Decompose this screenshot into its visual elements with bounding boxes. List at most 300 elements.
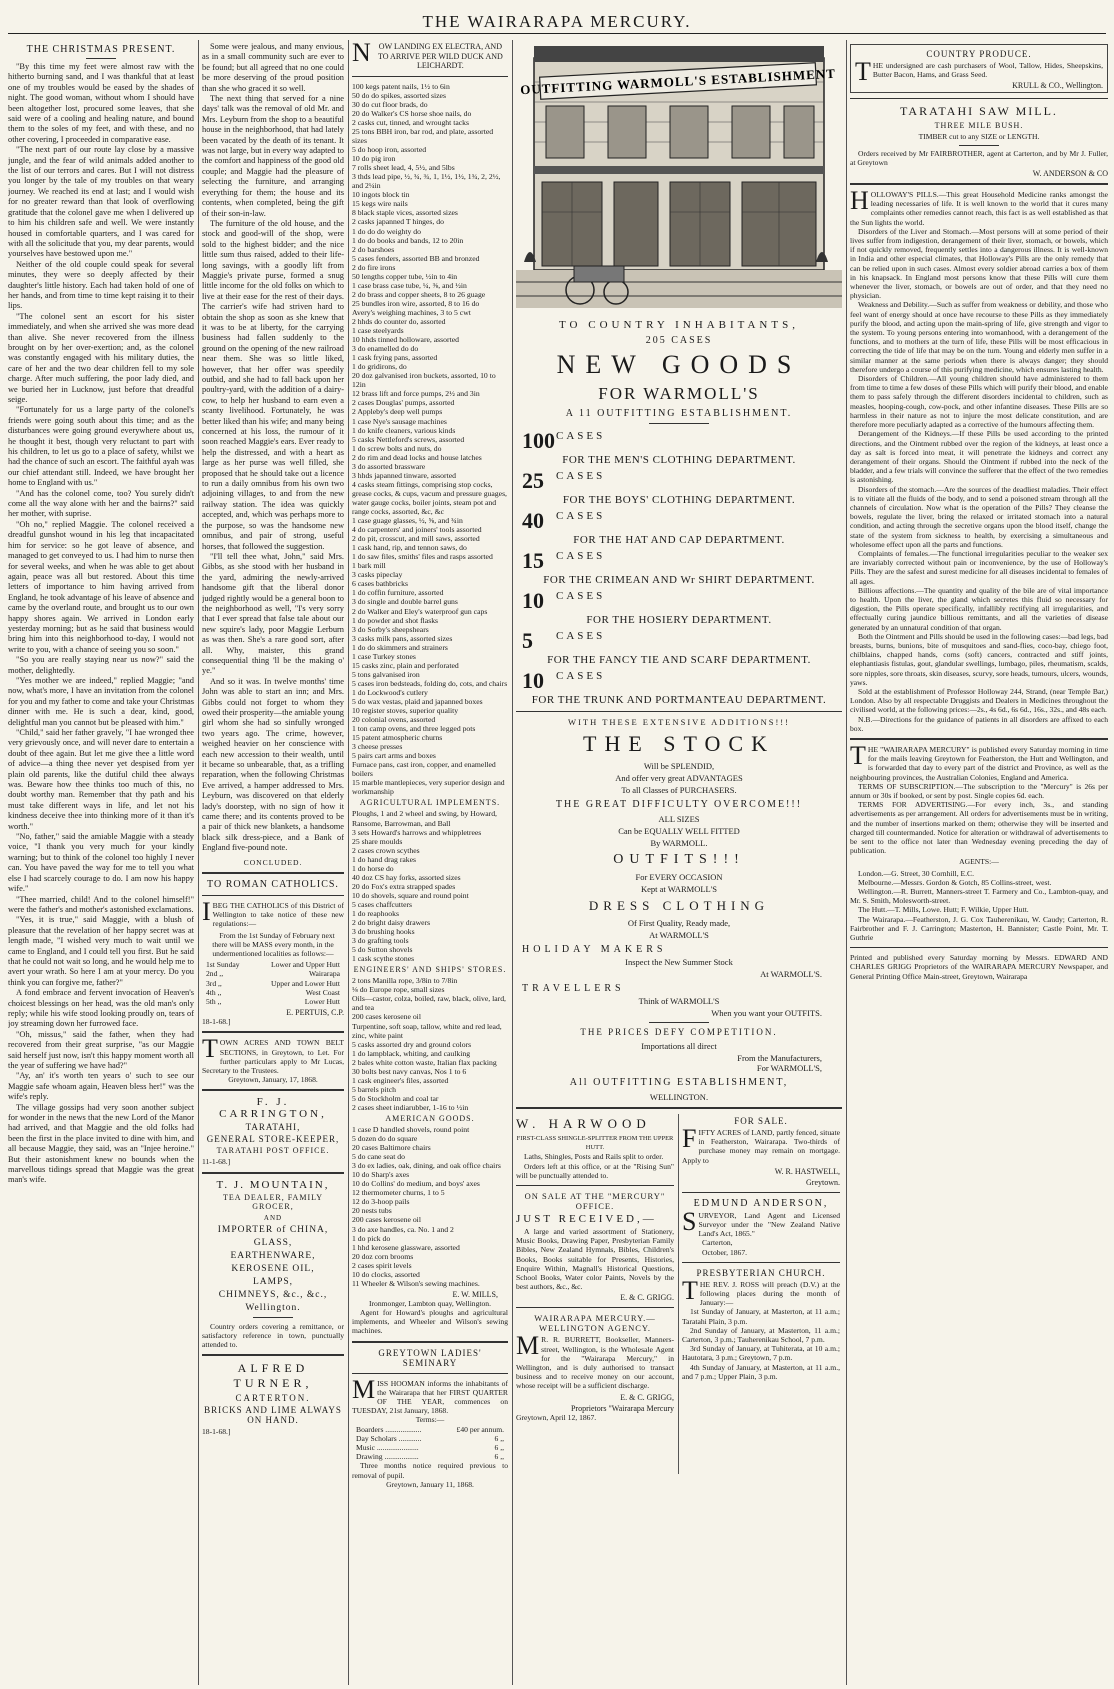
- story-heading: THE CHRISTMAS PRESENT.: [26, 44, 176, 55]
- hardware-item: 50 lengths copper tube, ½in to 4in: [352, 271, 458, 281]
- hardware-item: 25 bundles iron wire, assorted, 8 to 16 do: [352, 298, 480, 308]
- sale-title: FOR SALE.: [734, 1116, 788, 1126]
- column-divider: [846, 40, 847, 1685]
- divider: [850, 947, 1108, 948]
- anderson-date: October, 1867.: [702, 1247, 748, 1257]
- harwood-sub: FIRST-CLASS SHINGLE-SPLITTER FROM THE UPPER HUTT.: [516, 1135, 674, 1152]
- department-name: FOR THE TRUNK AND PORTMANTEAU DEPARTMENT.: [531, 694, 827, 706]
- agri-item: 25 share moulds: [352, 836, 403, 846]
- hardware-item: 2 casks japanned T hinges, do: [352, 217, 444, 227]
- holloway-paragraph: Weakness and Debility.—Such as suffer from weakness or debility, and those who feel want of energy should at once have recourse to these Pills as they immediately purify the blood, and acting upon the main-spring of life, give strength and vigor to the system. To young persons entering into womanhood, with a derangement of the functions, and to mothers at the turn of life, these Pills will be most efficacious in correcting the tide of life that may be on the turn. Young and elderly men suffer in a similar manner at the same periods when there is always danger; they should therefore undergo a course of this purifying medicine, which ensures lasting health.: [850, 300, 1108, 374]
- hardware-item: 5 do hoop iron, assorted: [352, 145, 427, 155]
- divider: [649, 423, 709, 424]
- mountain-line: IMPORTER of CHINA,: [217, 1224, 329, 1235]
- hardware-item: 15 casks zinc, plain and perforated: [352, 660, 459, 670]
- american-item: 3 do axe handles, ca. No. 1 and 2: [352, 1224, 454, 1234]
- ad-prices: THE PRICES DEFY COMPETITION.: [580, 1027, 778, 1037]
- agri-item: 20 do Fox's extra strapped spades: [352, 881, 456, 891]
- hardware-item: 8 black staple vices, assorted sizes: [352, 208, 458, 218]
- story-paragraph: The next thing that served for a nine days' talk was the removal of old Mr. and Mrs. Leyburn from the shop to a beautiful house in the neighborhood, that had lately been vacated by the death of its tenant. It was not large, but in every way adapted to the comfort and happiness of the good old couple; and Maggie had the pleasure of selecting the furniture, and arranging everything for them; the house and its contents, when completed, being the gift of their son-in-law.: [202, 94, 344, 218]
- ad-outfits: OUTFITS!!!: [613, 852, 745, 867]
- mass-row: [202, 969, 344, 978]
- office-signature: E. & C. GRIGG.: [620, 1293, 674, 1303]
- ad-title-cases: 205 CASES: [645, 335, 713, 346]
- mass-row: [202, 988, 344, 997]
- carrington-office: TARATAHI POST OFFICE.: [216, 1146, 330, 1156]
- hardware-item: 1 case Turkey stones: [352, 651, 416, 661]
- mass-sunday: 5th ,,: [206, 996, 222, 1006]
- ad-outfitting: A 11 OUTFITTING ESTABLISHMENT.: [565, 408, 793, 419]
- ad-dress-clothing: DRESS CLOTHING: [588, 898, 770, 913]
- story-paragraph: "So you are really staying near us now?" said the mother, delightedly.: [8, 655, 194, 675]
- divider: [202, 1031, 344, 1033]
- fee-row: [352, 1452, 508, 1461]
- ad-additions: WITH THESE EXTENSIVE ADDITIONS!!!: [568, 717, 790, 727]
- holloway-paragraph: Derangement of the Kidneys.—If these Pills be used according to the printed directions, and the Ointment rubbed over the region of the kidneys, at least once a day as salt is forced into meat, it will penetrate the kidneys and correct any derangement of their organs. Should the Ointment if rubbed into the neck of the bladder, and a few trials will convince the sufferer that the effect of the two remedies is astonishing.: [850, 429, 1108, 485]
- ad-travellers: TRAVELLERS: [522, 983, 625, 994]
- concluded-label: CONCLUDED.: [243, 857, 303, 867]
- cases-count: 25: [522, 468, 544, 493]
- hardware-item: 5 casks Nettleford's screws, assorted: [352, 434, 465, 444]
- turner-line: BRICKS AND LIME ALWAYS ON HAND.: [204, 1405, 342, 1426]
- hardware-item: 3 casks milk pans, assorted sizes: [352, 633, 453, 643]
- agri-item: 1 do horse do: [352, 863, 394, 873]
- mass-location: Lower Hutt: [304, 996, 340, 1006]
- hardware-item: 100 kegs patent nails, 1½ to 6in: [352, 81, 450, 91]
- column-two: [202, 42, 344, 1436]
- american-item: 1 do pick do: [352, 1233, 391, 1243]
- column-divider: [198, 40, 199, 1685]
- hardware-item: 2 Appleby's deep well pumps: [352, 407, 443, 417]
- department-row: [516, 508, 842, 534]
- agri-item: 3 do brushing hooks: [352, 927, 415, 937]
- agri-item: 2 cases crown scythes: [352, 845, 420, 855]
- mass-row: [202, 979, 344, 988]
- seminary-body: MISS HOOMAN informs the inhabitants of the Wairarapa that her FIRST QUARTER OF THE YEAR, commences on TUESDAY, 21st January, 1868.: [352, 1374, 508, 1416]
- hardware-item: 20 do Walker's CS horse shoe nails, do: [352, 108, 472, 118]
- department-name: FOR THE HOSIERY DEPARTMENT.: [586, 614, 772, 626]
- sale-body: FIFTY ACRES of LAND, partly fenced, situate in Featherston, Wairarapa. Two-thirds of purchase money may remain on mortgage. Apply to: [682, 1124, 840, 1165]
- turner-place: CARTERTON.: [235, 1393, 311, 1404]
- hardware-item: 5 do wax vestas, plaid and japanned boxes: [352, 696, 483, 706]
- engineers-item: 200 cases kerosene oil: [352, 1012, 421, 1022]
- church-line: 4th Sunday of January, at Masterton, at 11 a.m., and 7 p.m.; Upper Plain, 3 p.m.: [682, 1362, 840, 1381]
- engineers-title: ENGINEERS' AND SHIPS' STORES.: [353, 965, 507, 975]
- hardware-item: 1 do do do weighty do: [352, 226, 421, 236]
- church-schedule: [682, 1307, 840, 1381]
- church-line: 2nd Sunday of January, at Masterton, 11 a.m.; Carterton, 3 p.m.; Tauherenikau School, 7 p.m.: [682, 1325, 840, 1345]
- divider: [516, 1107, 842, 1109]
- hardware-item: 1 do screw bolts and nuts, do: [352, 443, 442, 453]
- column-divider: [512, 40, 513, 1685]
- american-list: [352, 1125, 508, 1288]
- engineers-item: 5 do Stockholm and coal tar: [352, 1093, 439, 1103]
- masthead: [0, 0, 1114, 36]
- cases-count: 10: [522, 668, 544, 693]
- story-paragraph: "Yes mother we are indeed," replied Maggie; "and now, what's more, I have an invitation from the colonel for you and my father to come and take your Christmas dinner with me. He is such a dear, kind, good, delightful man you cannot but be pleased with him.": [8, 675, 194, 727]
- sale-signature: W. R. HASTWELL,: [774, 1166, 840, 1176]
- ad-classes: To all Classes of PURCHASERS.: [621, 785, 737, 795]
- hardware-item: 2 do brass and copper sheets, 8 to 26 guage: [352, 289, 486, 299]
- mountain-line: LAMPS,: [252, 1276, 294, 1287]
- mercury-paragraph: THE "WAIRARAPA MERCURY" is published every Saturday morning in time for the mails leaving Greytown for Featherston, the Hutt and Wellington, and is forwarded that day to every part of the district and Province, as well as the neighbouring provinces, the Australian Colonies, England and America.: [850, 741, 1108, 782]
- agri-item: 40 doz CS hay forks, assorted sizes: [352, 872, 461, 882]
- divider: [682, 1192, 840, 1193]
- hardware-item: 1 do powder and shot flasks: [352, 615, 439, 625]
- department-row: [516, 588, 842, 614]
- agri-list: [352, 809, 508, 963]
- column-divider: [678, 1114, 679, 1474]
- department-row: [516, 548, 842, 574]
- mountain-line: EARTHENWARE,: [230, 1250, 316, 1261]
- divider: [352, 1373, 508, 1374]
- agri-title: AGRICULTURAL IMPLEMENTS.: [359, 798, 501, 808]
- hardware-item: 15 kegs wire nails: [352, 199, 408, 209]
- divider: [202, 1089, 344, 1091]
- mountain-trade: TEA DEALER, FAMILY GROCER,: [223, 1192, 323, 1211]
- hardware-item: 4 casks steam fittings, comprising stop cocks, grease cocks, & cups, vacum and pressure guages, water gauge cocks, boiler joints, steam pot and range cocks, assorted, &c, &c: [352, 479, 507, 516]
- american-item: 20 doz corn brooms: [352, 1251, 414, 1261]
- bottom-ads-right: [682, 1114, 840, 1381]
- catholics-signature: E. PERTUIS, C.P.: [286, 1008, 344, 1018]
- fee-amount: 6 ,,: [494, 1452, 504, 1462]
- catholics-date: 18-1-68.]: [202, 1017, 231, 1027]
- story-paragraph: "By this time my feet were almost raw with the hitherto burning sand, and I was thankful that at least one of my troubles would be eased by the shades of night. The good woman, without whom I should have been altogether lost, procured some leaves, that she said were of a cooling and healing nature, and bound them to the soles of my feet, and with these, and no other covering, I proceeded in comparative ease.: [8, 62, 194, 144]
- hardware-item: 1 case steelyards: [352, 326, 404, 336]
- hardware-item: 2 hhds do counter do, assorted: [352, 317, 446, 326]
- story-paragraph: A fond embrace and fervent invocation of Heaven's choicest blessings on her head, was the old man's only reply; while his wife stood looking proudly on, tears of joy streaming down her furrowed face.: [8, 988, 194, 1029]
- bottom-ads: [516, 1114, 842, 1474]
- engineers-item: 1 do lampblack, whiting, and caulking: [352, 1048, 471, 1058]
- holloway-paragraph: Disorders of the Liver and Stomach.—Most persons will at some period of their lives suffer from indigestion, derangement of their liver, stomach, or bowels, which if not quickly removed, frequently settles into a dangerous illness. It is well-known in India and other especial climates, that Holloway's Pills are the only remedy that can be relied upon in such cases. Almost every soldier abroad carries a box of them in his knapsack. In England most persons know that these Pills will cure them whenever the liver, stomach, or bowels are out of order, and that they need no physician.: [850, 226, 1108, 301]
- story-continuation: [202, 42, 344, 854]
- mass-sunday: 2nd ,,: [206, 969, 224, 979]
- american-item: 1 hhd kerosene glassware, assorted: [352, 1242, 460, 1252]
- ad-difficulty: THE GREAT DIFFICULTY OVERCOME!!!: [555, 799, 803, 810]
- story-paragraph: "Thee married, child! And to the colonel himself!" were the father's and mother's astonished exclamations.: [8, 894, 194, 914]
- mass-sunday: 3rd ,,: [206, 978, 222, 988]
- mercury-paragraph: TERMS FOR ADVERTISING.—For every inch, 3s., and standing advertisements as per arrangement. All orders for advertisements must be in writing, and the number of insertions marked on them; otherwise they will be inserted and charged till countermanded. Notice for alteration or withdrawal of advertisements to be sent to the office not later than Wednesday evening preceding the day of publication.: [850, 800, 1108, 856]
- agri-item: 3 do grafting tools: [352, 936, 409, 946]
- produce-signature: KRULL & CO., Wellington.: [1012, 81, 1103, 91]
- hardware-item: 1 case Nye's sausage machines: [352, 416, 447, 426]
- american-item: 5 dozen do do square: [352, 1134, 418, 1144]
- holloway-paragraph: HOLLOWAY'S PILLS.—This great Household Medicine ranks amongst the leading necessaries of life. It is well known to the world that it cures many complaints other remedies cannot reach, this fact is as well established as that the Sun lights the world.: [850, 186, 1108, 227]
- ad-sizes: ALL SIZES: [658, 814, 700, 824]
- produce-body: THE undersigned are cash purchasers of Wool, Tallow, Hides, Sheepskins, Butter Bacon, Hams, and Grass Seed.: [855, 57, 1103, 86]
- ad-splendid: Will be SPLENDID,: [643, 761, 715, 771]
- agency-signature: E. & C. GRIGG,: [620, 1392, 674, 1402]
- engineers-item: Turpentine, soft soap, tallow, white and red lead, zinc, white paint: [352, 1021, 502, 1040]
- mills-signature: E. W. MILLS,: [452, 1289, 498, 1299]
- agent-entry: Wellington.—R. Burrett, Manners-street T. Farmery and Co., Lambton-quay, and Mr. S. Smith, Molesworth-street.: [850, 887, 1108, 906]
- mass-location: Upper and Lower Hutt: [271, 978, 340, 988]
- hardware-item: 3 thds lead pipe, ½, ¾, ¾, 1, 1½, 1½, 1¾, 2, 2½, and 2¼in: [352, 172, 501, 191]
- holloway-ad: [850, 186, 1108, 733]
- ad-title-country: TO COUNTRY INHABITANTS,: [559, 319, 799, 331]
- church-line: 3rd Sunday of January, at Tuhiterata, at 10 a.m.; Hautotara, 3 p.m.; Greytown, 7 p.m.: [682, 1344, 840, 1363]
- hardware-item: 10 do pig iron: [352, 154, 396, 164]
- ad-kept: Kept at WARMOLL'S: [641, 884, 717, 894]
- ad-wellington: WELLINGTON.: [649, 1092, 709, 1102]
- story-paragraph: "Yes, it is true," said Maggie, with a blush of pleasure that the revelation of her happy secret was at length made, "I wished very much to wait until we came to England, and I could tell you first. But he said that he could not wait so long, and he would help me to avert your wrath. So here I am at your mercy. Do you think you can forgive me, father?": [8, 915, 194, 987]
- hardware-item: 1 do Lockwood's cutlery: [352, 687, 428, 697]
- divider: [202, 1172, 344, 1174]
- hardware-item: 2 cases Douglas' pumps, assorted: [352, 398, 455, 408]
- landing-header: NOW LANDING EX ELECTRA, AND TO ARRIVE PER WILD DUCK AND LEICHARDT.: [352, 42, 503, 71]
- sawmill-orders: Orders received by Mr FAIRBROTHER, agent at Carterton, and by Mr J. Fuller, at Greytown: [850, 148, 1108, 167]
- hardware-item: 2 casks cut, tinned, and wrought tacks: [352, 117, 469, 127]
- hardware-item: 30 do cut floor brads, do: [352, 99, 428, 109]
- divider: [516, 711, 842, 712]
- office-received: JUST RECEIVED,—: [516, 1213, 657, 1226]
- hardware-item: 2 do fire irons: [352, 262, 396, 272]
- cases-label: CASES: [556, 630, 606, 642]
- fee-amount: 6 ,,: [494, 1443, 504, 1453]
- american-item: 10 do Collins' do medium, and boys' axes: [352, 1179, 480, 1189]
- department-name: FOR THE FANCY TIE AND SCARF DEPARTMENT.: [547, 654, 811, 666]
- hardware-item: 5 cases fenders, assorted BB and bronzed: [352, 253, 480, 263]
- mass-row: [202, 960, 344, 969]
- holloway-paragraph: Disorders of the stomach.—Are the sources of the deadliest maladies. Their effect is to vitiate all the fluids of the body, and to send a poisoned stream through all the channels of circulation. Now what is the operation of the Pills? They cleanse the bowels, regulate the liver, bring the relaxed or irritated stomach into a natural condition, and acting through the secretive organs upon the blood itself, change the state of the system from sickness to health, by exercising a simultaneous and wholesome effect upon all the parts and functions.: [850, 484, 1108, 549]
- holloway-paragraph: Complaints of females.—The functional irregularities peculiar to the weaker sex are invariably corrected without pain or inconvenience, by the use of Holloway's Pills. They are the safest and surest medicine for all diseases incidental to females of all ages.: [850, 548, 1108, 586]
- ad-at: At WARMOLL'S: [649, 930, 709, 940]
- mountain-lines: [202, 1214, 344, 1313]
- hardware-item: 5 cases iron bedsteads, folding do, cots, and chairs: [352, 678, 508, 688]
- engineers-item: Oils—castor, colza, boiled, raw, black, olive, lard, and tea: [352, 994, 506, 1013]
- mass-row: [202, 997, 344, 1006]
- produce-title: COUNTRY PRODUCE.: [926, 49, 1032, 59]
- mass-location: Lower and Upper Hutt: [271, 960, 340, 970]
- story-paragraph: "Fortunately for us a large party of the colonel's friends were going south about this time; and as the disturbances were going ground everywhere about us, he thought it best, though very reluctant to part with his children, to let us go to a place of safety, whilst we had the chance of such an escort. The faithful ayah was our chief attendant still. Indeed, we have brought her home to England with us.": [8, 405, 194, 488]
- hardware-item: 3 cheese presses: [352, 742, 403, 752]
- holloway-paragraph: Billious affections.—The quantity and quality of the bile are of vital importance to health. Upon the liver, the gland which secretes this fluid so necessary for digestion, the Pills operate specifically, infallibly rectifying all irregularities, and effectually curing jaundice billious remittants, and all the varieties of disease generated by an unnatural condition of that organ.: [850, 585, 1108, 632]
- hardware-item: 1 do knife cleaners, various kinds: [352, 425, 456, 435]
- agri-item: 3 sets Howard's harrows and whippletrees: [352, 827, 482, 837]
- divider: [202, 895, 344, 896]
- ad-forw: For WARMOLL'S,: [756, 1063, 822, 1073]
- mountain-line: Wellington.: [245, 1302, 301, 1313]
- turner-ad: [202, 1361, 344, 1436]
- engineers-item: 30 bolts best navy canvas, Nos 1 to 6: [352, 1066, 467, 1076]
- cases-count: 40: [522, 508, 544, 533]
- ad-think: Think of WARMOLL'S: [638, 996, 720, 1006]
- hardware-item: 10 register stoves, superior quality: [352, 706, 459, 716]
- american-item: 2 cases spirit levels: [352, 1260, 412, 1270]
- hardware-item: 10 ingots block tin: [352, 190, 410, 200]
- hardware-item: 1 case brass case tube, ¼, ⅜, and ½in: [352, 280, 467, 290]
- ad-advantages: And offer very great ADVANTAGES: [615, 773, 743, 783]
- ad-by: By WARMOLL.: [650, 838, 708, 848]
- hardware-item: 3 do Sorby's sheepshears: [352, 624, 429, 634]
- holloway-paragraph: N.B.—Directions for the guidance of patients in all disorders are affixed to each box.: [850, 714, 1108, 733]
- sawmill-body: TIMBER cut to any SIZE or LENGTH.: [918, 132, 1040, 142]
- building-sign-text: OUTFITTING WARMOLL'S ESTABLISHMENT: [519, 65, 837, 98]
- story-paragraph: "The next part of our route lay close by a massive jungle, and the fear of wild animals added another to the list of our terrors and cares. But I will not distress you longer by the tale of my troubles on that weary journey. We reached its end at last; and I would wish for no greater reward than that look of overflowing gratitude that the colonel gave me when I delivered up to him his children safe and well. We were instantly housed in comfortable quarters, and I was cared for with all the solicitude that you, my dear parents, would yourselves have bestowed upon me.": [8, 145, 194, 259]
- hardware-item: 6 cases bathbricks: [352, 579, 408, 589]
- hardware-item: Furnace pans, cast iron, copper, and enamelled boilers: [352, 760, 496, 779]
- agency-title: WAIRARAPA MERCURY.—WELLINGTON AGENCY.: [534, 1313, 656, 1334]
- hardware-item: 1 do do skimmers and strainers: [352, 642, 448, 652]
- agent-entry: The Hutt.—T. Mills, Lowe. Hutt; F. Wilkie, Upper Hutt.: [858, 905, 1029, 915]
- ad-inspect: Inspect the New Summer Stock: [625, 957, 733, 967]
- carrington-place: TARATAHI,: [245, 1122, 301, 1133]
- divider: [649, 1022, 709, 1023]
- agri-item: 1 do hand drag rakes: [352, 854, 417, 864]
- hardware-item: 3 hhds japanned tinware, assorted: [352, 470, 456, 480]
- hardware-item: 12 brass lift and force pumps, 2½ and 3in: [352, 389, 480, 399]
- ad-for-warmoll: FOR WARMOLL'S: [598, 384, 760, 403]
- department-name: FOR THE BOYS' CLOTHING DEPARTMENT.: [562, 494, 796, 506]
- fee-row: [352, 1425, 508, 1434]
- mass-sunday: 4th ,,: [206, 987, 222, 997]
- hardware-item: 2 do barshoes: [352, 244, 395, 254]
- american-item: 12 thermometer churns, 1 to 5: [352, 1188, 445, 1198]
- carrington-name: F. J. CARRINGTON,: [219, 1096, 327, 1121]
- hardware-item: 1 ton camp ovens, and three legged pots: [352, 724, 476, 734]
- catholics-notice: [202, 879, 344, 1026]
- hardware-item: 3 do enamelled do do: [352, 344, 419, 354]
- mercury-paragraph: TERMS OF SUBSCRIPTION.—The subscription to the "Mercury" is 26s per annum or 30s if booked, or sent by post. Single copies 6d. each.: [850, 781, 1108, 801]
- seminary-terms: Terms:—: [415, 1415, 445, 1425]
- mass-location: West Coast: [305, 987, 340, 997]
- story-paragraph: And so it was. In twelve months' time John was able to start an inn; and Mrs. Gibbs could not forget to whom they owed their prosperity—the amiable young girl whom she had so sinfully wronged two years ago. The crime, however, weighed heavier on her conscience with each new accession to their wealth, until it became so unbearable, that, as a trifling reparation, when the following Christmas Eve arrived, a hamper addressed to Mrs. Leyburn, was discovered on that elderly lady's doorstep, with no sign of how it came there; and its contents proved to be a pair of thick new blankets, a handsome black silk dress-piece, and a Bank of England five-pound note.: [202, 676, 344, 853]
- story-paragraph: "The colonel sent an escort for his sister immediately, and when she arrived she was more dead than alive. She never recovered from the illness brought on by her over-exertion; and, as the colonel was constantly engaged with his military duties, the care of her and the two dear children fell to my sole charge. After much suffering, the poor lady died, and we buried her in Lucknow, just before that dreadful seige.: [8, 311, 194, 404]
- divider: [202, 872, 344, 874]
- turner-name: ALFRED TURNER,: [233, 1361, 313, 1391]
- mountain-note: Country orders covering a remittance, or satisfactory reference in town, punctually attended to.: [202, 1321, 344, 1349]
- fee-row: [352, 1443, 508, 1452]
- hardware-item: 1 do coffin furniture, assorted: [352, 588, 444, 598]
- newspaper-title: THE WAIRARAPA MERCURY.: [422, 12, 692, 31]
- agri-item: 5 do Sutton shovels: [352, 945, 413, 955]
- cases-label: CASES: [556, 430, 606, 442]
- hardware-list: [352, 82, 508, 797]
- mills-note: Agent for Howard's ploughs and agricultural implements, and Wheeler and Wilson's sewing machines.: [352, 1308, 508, 1336]
- ad-holiday: HOLIDAY MAKERS: [522, 944, 667, 955]
- anderson-name: EDMUND ANDERSON,: [693, 1197, 829, 1209]
- seminary-date: Greytown, January 11, 1868.: [386, 1479, 474, 1489]
- turner-date: 18-1-68.]: [202, 1427, 231, 1437]
- cases-count: 5: [522, 628, 533, 653]
- agri-item: 10 do shovels, square and round point: [352, 890, 469, 900]
- department-list: [516, 428, 842, 706]
- fee-label: Boarders ...................: [356, 1424, 422, 1434]
- story-paragraph: "Child," said her father gravely, "I hae wronged thee very grievously once, and will never dare to entertain a doubt of thee again. But let me give thee a little word of advice—a thing thee never yet despised from yer plain old parents, like the dutiful child thee always was. Beware how thee thinks too much of this, no doubt worthy man. Remember that thy path and his must take different ways in life, and let not his kindness deceive thee into thinking more of it than it's worth.": [8, 728, 194, 831]
- cases-count: 10: [522, 588, 544, 613]
- fee-amount: 6 ,,: [494, 1433, 504, 1443]
- hardware-item: 3 casks pipeclay: [352, 570, 403, 580]
- catholics-intro: From the 1st Sunday of February next there will be MASS every month, in the undermentioned localities as follows:—: [212, 930, 335, 958]
- mass-sunday: 1st Sunday: [206, 960, 240, 970]
- hardware-item: 3 do single and double barrel guns: [352, 597, 458, 607]
- american-item: 5 do cane seat do: [352, 1152, 405, 1162]
- divider: [850, 738, 1108, 740]
- american-item: 10 do Sharp's axes: [352, 1170, 410, 1180]
- mountain-line: AND: [263, 1213, 283, 1222]
- mountain-line: CHIMNEYS, &c., &c.,: [218, 1289, 328, 1300]
- american-item: 20 nests tubs: [352, 1206, 392, 1216]
- carrington-date: 11-1-68.]: [202, 1157, 231, 1167]
- agency-body: MR. R. BURRETT, Bookseller, Manners-street, Wellington, is the Wholesale Agent for the "Wairarapa Mercury," in Wellington, and is duly authorised to transact business and to receive money on our account, whose receipt will be a sufficient discharge.: [516, 1331, 674, 1391]
- mills-address: Ironmonger, Lambton quay, Wellington.: [368, 1298, 492, 1308]
- catholics-body: IBEG THE CATHOLICS of this District of Wellington to take notice of these new regulations:—: [202, 896, 344, 929]
- hardware-item: 4 do carpenters' and joiners' tools assorted: [352, 525, 482, 535]
- ad-the-stock: THE STOCK: [583, 731, 775, 756]
- divider: [516, 1185, 674, 1186]
- ad-every: For EVERY OCCASION: [635, 872, 723, 882]
- warmoll-building-illustration: [516, 42, 842, 308]
- church-body: THE REV. J. ROSS will preach (D.V.) at the following places during the month of January:—: [682, 1275, 840, 1308]
- department-name: FOR THE MEN'S CLOTHING DEPARTMENT.: [562, 454, 796, 466]
- office-title: ON SALE AT THE "MERCURY" OFFICE.: [524, 1191, 666, 1212]
- story-body: [8, 62, 194, 1186]
- agents-list: [850, 869, 1108, 943]
- divider: [86, 58, 116, 59]
- agri-item: 5 cases chaffcutters: [352, 899, 413, 909]
- divider: [850, 183, 1108, 185]
- church-line: 1st Sunday of January, at Masterton, at 11 a.m.; Taratahi Plain, 3 p.m.: [682, 1307, 840, 1326]
- fee-label: Drawing ..................: [356, 1452, 419, 1462]
- engineers-item: 2 cases sheet indiarubber, 1-16 to ½in: [352, 1102, 469, 1112]
- agency-signature-2: Proprietors "Wairarapa Mercury: [570, 1403, 674, 1413]
- column-mills-ad: [352, 42, 508, 1489]
- agency-date: Greytown, April 12, 1867.: [516, 1412, 597, 1422]
- engineers-item: 2 bales white cotton waste, Italian flax packing: [352, 1057, 497, 1067]
- divider: [352, 76, 508, 77]
- ad-new-goods: NEW GOODS: [556, 350, 802, 379]
- hardware-item: 7 rolls sheet lead, 4, 5½, and 5lbs: [352, 163, 455, 173]
- department-name: FOR THE HAT AND CAP DEPARTMENT.: [573, 534, 785, 546]
- hardware-item: 15 marble mantlepieces, very superior design and workmanship: [352, 778, 505, 797]
- imprint: Printed and published every Saturday morning by Messrs. EDWARD AND CHARLES GRIGG Proprietors of the WAIRARAPA MERCURY Newspaper, and General Printing Office Main-street, Greytown, Wairarapa: [850, 953, 1108, 981]
- department-row: [516, 628, 842, 654]
- office-body: A large and varied assortment of Stationery, Music Books, Drawing Paper, Presbyterian Family Bibles, New Zealand Hymnals, Bibles, Children's Books, Books suitable for Presents, Histories, Enquire Within, Magnall's Historical Questions, School Books, Water color Paints, Novels by the best authors, &c., &c.: [516, 1227, 674, 1292]
- hardware-item: 1 bark mill: [352, 561, 386, 571]
- engineers-item: 1 cask engineer's files, assorted: [352, 1075, 449, 1085]
- harwood-note: Orders left at this office, or at the "Rising Sun" will be punctually attended to.: [516, 1161, 674, 1180]
- american-item: 20 cases Baltimore chairs: [352, 1143, 431, 1153]
- cases-label: CASES: [556, 470, 606, 482]
- ad-fitted: Can be EQUALLY WELL FITTED: [618, 826, 740, 836]
- story-paragraph: "I'll tell thee what, John," said Mrs. Gibbs, as she stood with her husband in the yard, admiring the newly-arrived handsome gift that the liberal donor judged rightly would be a general boon to the neighborhood as well, "I's very sorry that I ever spread that false tale about our new squire's lady, poor Maggie Lerburn as was then. She's a rare good sort, after all. Why, maister, this grand consequential thing 'll be the making o' ye.": [202, 551, 344, 676]
- town-acres-notice: [202, 1034, 344, 1085]
- cases-label: CASES: [556, 510, 606, 522]
- town-acres-body: TOWN ACRES AND TOWN BELT SECTIONS, in Greytown, to Let. For further particulars apply to Mr Lucas, Secretary to the Trustees.: [202, 1034, 344, 1075]
- engineers-item: 5 casks assorted dry and ground colors: [352, 1039, 472, 1049]
- engineers-item: 2 tons Manilla rope, 3/8in to 7/8in: [352, 976, 458, 986]
- town-acres-date: Greytown, January, 17, 1868.: [228, 1075, 318, 1085]
- seminary-title: GREYTOWN LADIES' SEMINARY: [378, 1347, 482, 1368]
- divider: [516, 1307, 674, 1308]
- american-item: 200 cases kerosene oil: [352, 1215, 421, 1225]
- harwood-body: Laths, Shingles, Posts and Rails split to order.: [524, 1152, 664, 1162]
- bottom-ads-left: [516, 1114, 674, 1422]
- column-five: [850, 42, 1108, 981]
- hardware-item: 1 do do books and bands, 12 to 20in: [352, 235, 464, 245]
- divider: [253, 1317, 293, 1318]
- sawmill-sub: THREE MILE BUSH.: [934, 121, 1024, 131]
- column-warmoll-ad: [516, 42, 842, 1682]
- ad-from: From the Manufacturers,: [737, 1053, 822, 1063]
- hardware-item: 5 pairs cart arms and boxes: [352, 751, 436, 761]
- ad-quality: Of First Quality, Ready made,: [627, 918, 731, 928]
- hardware-item: 1 cask hand, rip, and tennon saws, do: [352, 543, 467, 553]
- hardware-item: Avery's weighing machines, 3 to 5 cwt: [352, 307, 471, 317]
- american-title: AMERICAN GOODS.: [385, 1113, 475, 1123]
- mountain-name: T. J. MOUNTAIN,: [216, 1178, 330, 1191]
- anderson-body: SURVEYOR, Land Agent and Licensed Surveyor under the "New Zealand Native Land's Act, 1865.": [682, 1206, 840, 1239]
